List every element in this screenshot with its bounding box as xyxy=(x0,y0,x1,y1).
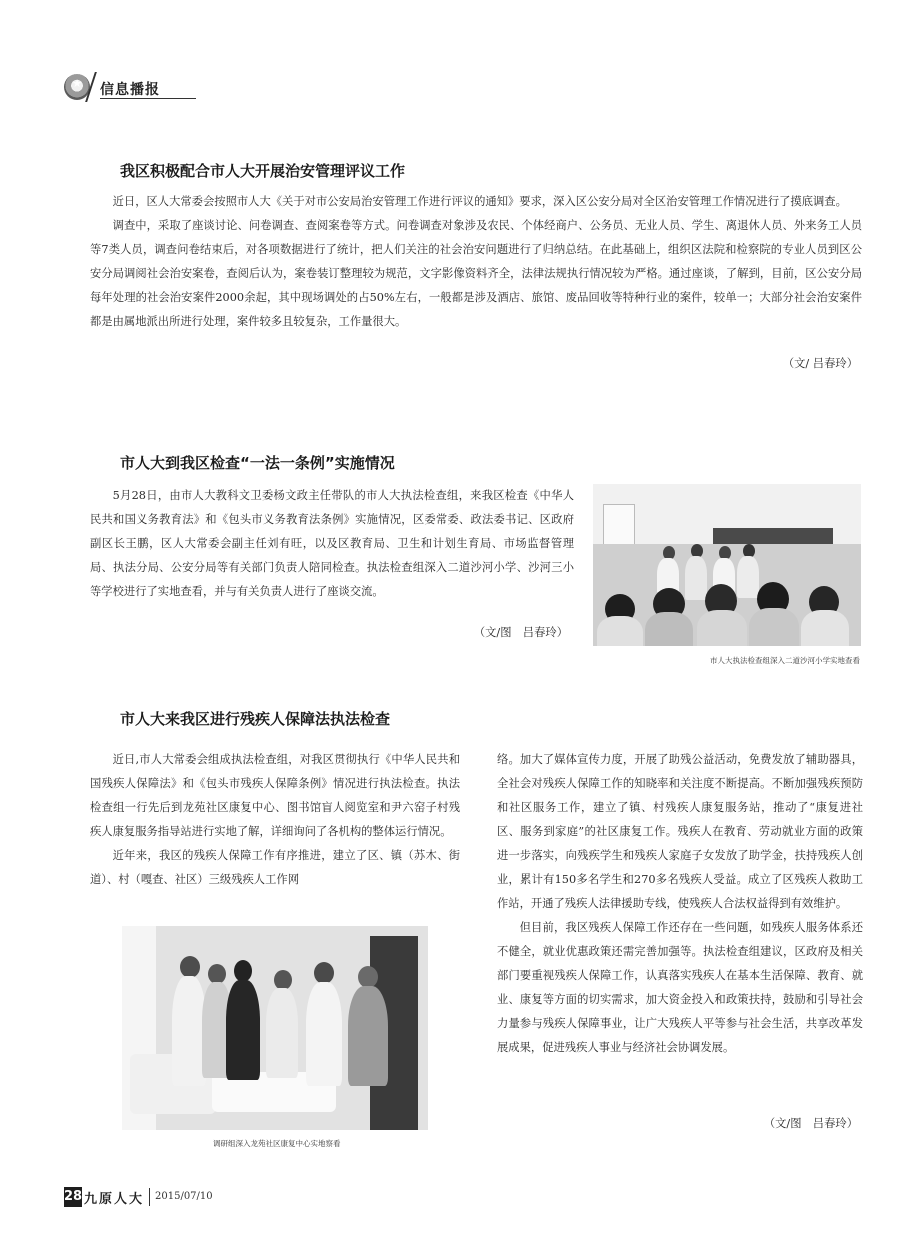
article3-photo-caption: 调研组深入龙苑社区康复中心实地察看 xyxy=(213,1139,341,1148)
article2-body xyxy=(90,484,574,604)
article1-body xyxy=(90,190,862,334)
article2-paragraph: 5月28日，由市人大教科文卫委杨文政主任带队的市人大执法检查组，来我区检查《中华人民共和国义务教育法》和《包头市义务教育法条例》实施情况，区委常委、政法委书记、区政府副区长王鹏，区人大常委会副主任刘有旺，以及区教育局、卫生和计划生育局、市场监督管理局、执法分局、公安分局等有关部门负责人陪同检查。执法检查组深入二道沙河小学、沙河三小等学校进行了实地查看，并与有关负责人进行了座谈交流。 xyxy=(90,489,574,598)
article1-paragraph: 近日，区人大常委会按照市人大《关于对市公安局治安管理工作进行评议的通知》要求，深入区公安分局对全区治安管理工作情况进行了摸底调查。 xyxy=(112,195,847,208)
article2-title: 市人大到我区检查“一法一条例”实施情况 xyxy=(120,454,395,472)
section-label: 信息播报 xyxy=(100,82,160,98)
article2-photo-caption: 市人大执法检查组深入二道沙河小学实地查看 xyxy=(710,656,860,665)
article3-left-column xyxy=(90,748,460,892)
footer-divider xyxy=(149,1188,150,1206)
section-underline xyxy=(100,98,196,99)
emblem-star-icon: ★ xyxy=(72,77,82,90)
article1-paragraph: 调查中，采取了座谈讨论、问卷调查、查阅案卷等方式。问卷调查对象涉及农民、个体经商户、公务员、无业人员、学生、离退休人员、外来务工人员等7类人员，调查问卷结束后，对各项数据进行了统计，把人们关注的社会治安问题进行了归纳总结。在此基础上，组织区法院和检察院的专业人员到区公安分局调阅社会治安案卷，查阅后认为，案卷装订整理较为规范，文字影像资料齐全，法律法规执行情况较为严格。通过座谈，了解到，目前，区公安分局每年处理的社会治安案件2000余起，其中现场调处的占50%左右，一般都是涉及酒店、旅馆、废品回收等特种行业的案件，较单一；大部分社会治安案件都是由属地派出所进行处理，案件较多且较复杂，工作量很大。 xyxy=(90,219,862,328)
article3-paragraph: 络。加大了媒体宣传力度，开展了助残公益活动，免费发放了辅助器具，全社会对残疾人保障工作的知晓率和关注度不断提高。不断加强残疾预防和社区服务工作，建立了镇、村残疾人康复服务站，推动了“康复进社区、服务到家庭”的社区康复工作。残疾人在教育、劳动就业方面的政策进一步落实，向残疾学生和残疾人家庭子女发放了助学金，扶持残疾人创业，累计有150多名学生和270多名残疾人受益。成立了区残疾人救助工作站，开通了残疾人法律援助专线，使残疾人合法权益得到有效维护。 xyxy=(497,753,863,910)
article3-photo xyxy=(122,926,428,1130)
article1-title: 我区积极配合市人大开展治安管理评议工作 xyxy=(120,162,406,180)
page-number: 28 xyxy=(64,1187,82,1207)
magazine-name: 九原人大 xyxy=(84,1192,145,1207)
article2-photo xyxy=(593,484,861,646)
article2-signature: （文/图 吕春玲） xyxy=(473,626,568,639)
article3-title: 市人大来我区进行残疾人保障法执法检查 xyxy=(120,710,391,728)
issue-date: 2015/07/10 xyxy=(155,1191,213,1202)
article3-paragraph: 近日,市人大常委会组成执法检查组，对我区贯彻执行《中华人民共和国残疾人保障法》和《包头市残疾人保障条例》情况进行执法检查。执法检查组一行先后到龙苑社区康复中心、图书馆盲人阅览室和尹六窑子村残疾人康复服务指导站进行实地了解，详细询问了各机构的整体运行情况。 xyxy=(90,753,460,838)
article3-paragraph: 近年来，我区的残疾人保障工作有序推进，建立了区、镇（苏木、街道）、村（嘎查、社区）三级残疾人工作网 xyxy=(90,849,460,886)
article1-signature: （文/ 吕春玲） xyxy=(782,357,858,370)
article3-paragraph: 但目前，我区残疾人保障工作还存在一些问题，如残疾人服务体系还不健全，就业优惠政策还需完善加强等。执法检查组建议，区政府及相关部门要重视残疾人保障工作，认真落实残疾人在基本生活保障、教育、就业、康复等方面的切实需求，加大资金投入和政策扶持，鼓励和引导社会力量参与残疾人保障事业，让广大残疾人平等参与社会生活，共享改革发展成果，促进残疾人事业与经济社会协调发展。 xyxy=(497,921,863,1054)
article3-right-column xyxy=(497,748,863,1060)
article3-signature: （文/图 吕春玲） xyxy=(763,1117,858,1130)
